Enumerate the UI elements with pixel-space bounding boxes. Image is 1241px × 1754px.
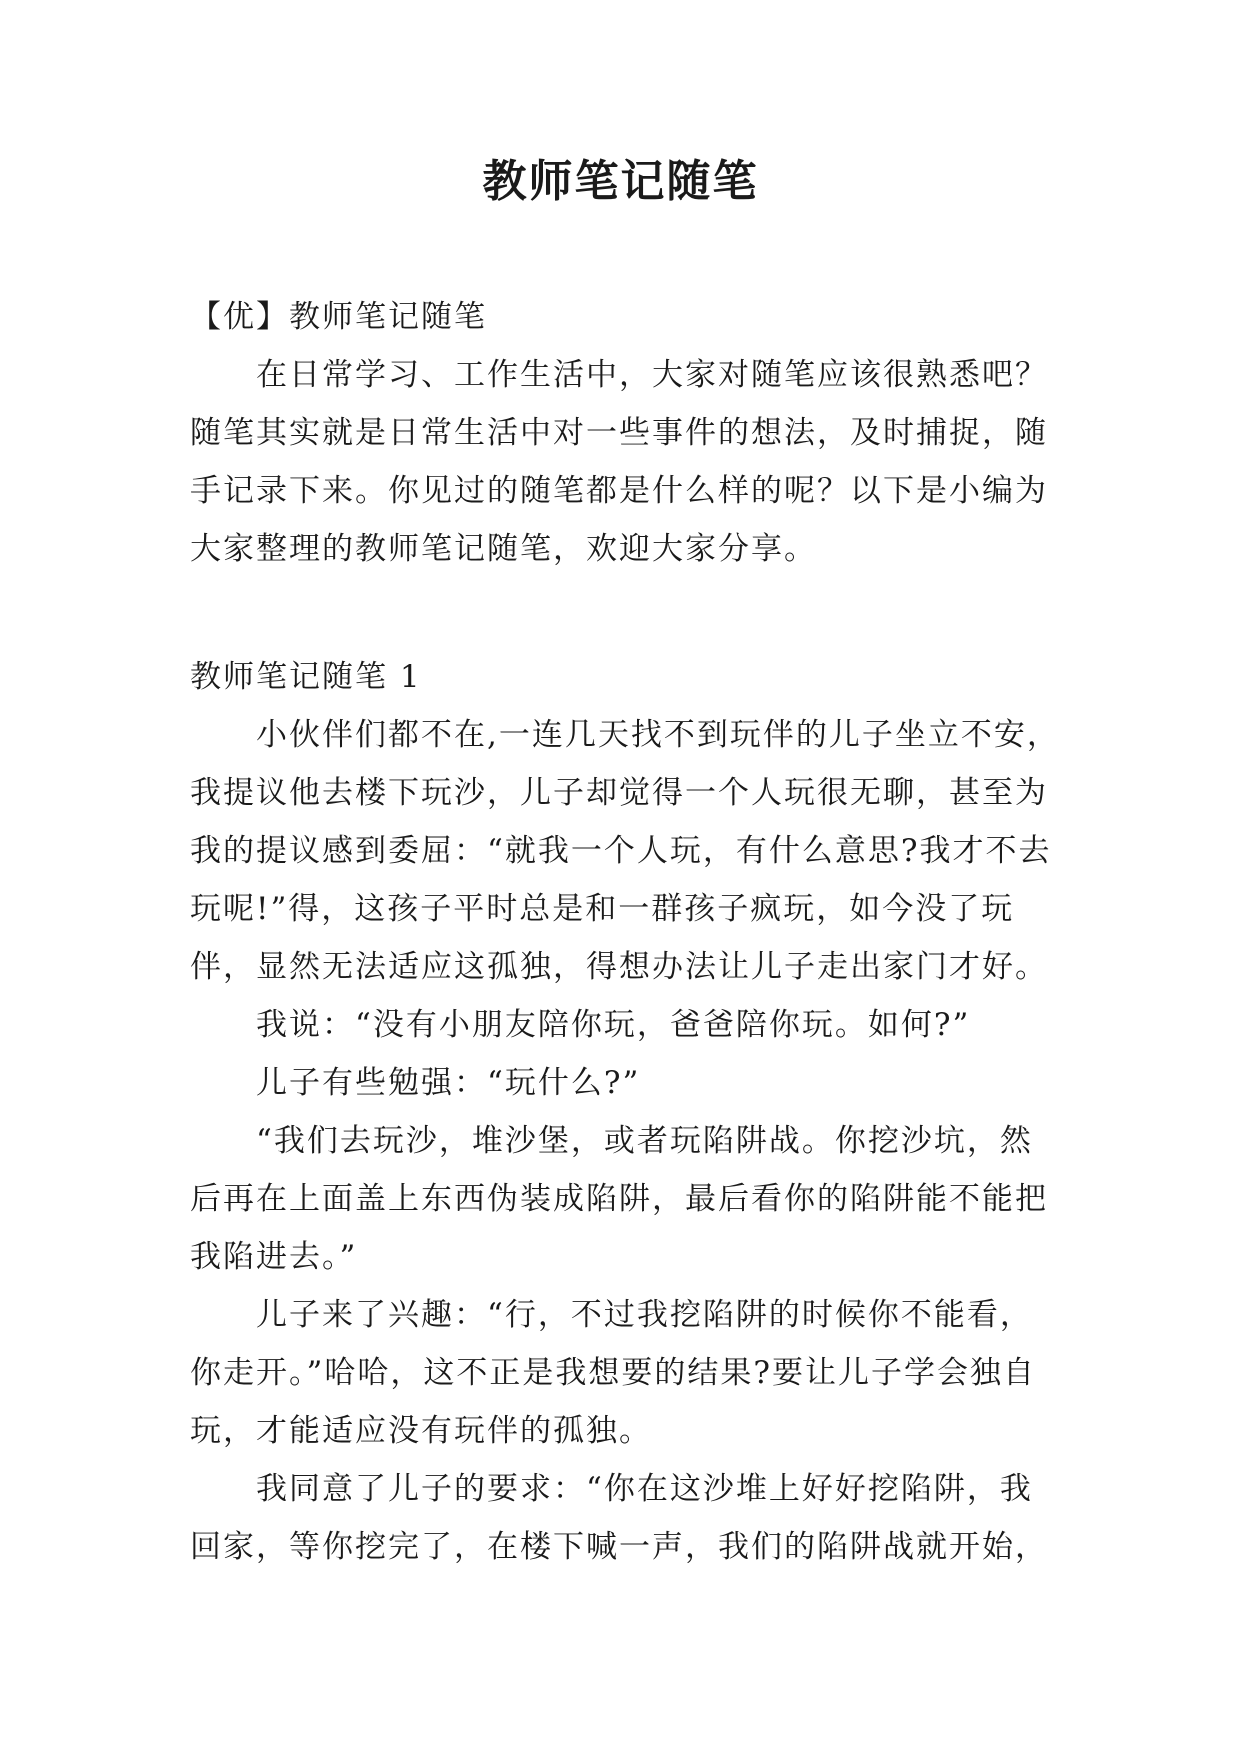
body-line: 我说：“没有小朋友陪你玩，爸爸陪你玩。如何?”: [256, 1007, 971, 1043]
intro-line: 手记录下来。你见过的随笔都是什么样的呢？以下是小编为: [190, 473, 1048, 509]
intro-line: 在日常学习、工作生活中，大家对随笔应该很熟悉吧？: [256, 357, 1048, 393]
body-line: 伴，显然无法适应这孤独，得想办法让儿子走出家门才好。: [190, 949, 1048, 985]
body-line: 我的提议感到委屈：“就我一个人玩，有什么意思?我才不去: [190, 833, 1052, 869]
intro-line: 大家整理的教师笔记随笔，欢迎大家分享。: [190, 531, 817, 567]
body-line: 儿子有些勉强：“玩什么?”: [256, 1065, 641, 1101]
body-line: 玩呢!”得，这孩子平时总是和一群孩子疯玩，如今没了玩: [190, 891, 1015, 927]
body-line: 你走开。”哈哈，这不正是我想要的结果?要让儿子学会独自: [190, 1355, 1036, 1391]
body-line: 我提议他去楼下玩沙，儿子却觉得一个人玩很无聊，甚至为: [190, 775, 1048, 811]
body-line: 玩，才能适应没有玩伴的孤独。: [190, 1413, 652, 1449]
subtitle: 【优】教师笔记随笔: [190, 299, 487, 335]
intro-line: 随笔其实就是日常生活中对一些事件的想法，及时捕捉，随: [190, 415, 1048, 451]
document-title: 教师笔记随笔: [482, 156, 759, 207]
body-line: 我同意了儿子的要求：“你在这沙堆上好好挖陷阱，我: [256, 1471, 1033, 1507]
body-line: 小伙伴们都不在,一连几天找不到玩伴的儿子坐立不安，: [256, 717, 1060, 753]
body-line: 我陷进去。”: [190, 1239, 358, 1275]
document-body: [190, 288, 1058, 1576]
body-line: 回家，等你挖完了，在楼下喊一声，我们的陷阱战就开始，: [190, 1529, 1048, 1565]
body-line: 儿子来了兴趣：“行，不过我挖陷阱的时候你不能看，: [256, 1297, 1033, 1333]
body-line: 后再在上面盖上东西伪装成陷阱，最后看你的陷阱能不能把: [190, 1181, 1048, 1217]
body-line: “我们去玩沙，堆沙堡，或者玩陷阱战。你挖沙坑，然: [256, 1123, 1033, 1159]
section-heading: 教师笔记随笔 1: [190, 659, 422, 695]
paragraph-gap: [190, 578, 1058, 648]
